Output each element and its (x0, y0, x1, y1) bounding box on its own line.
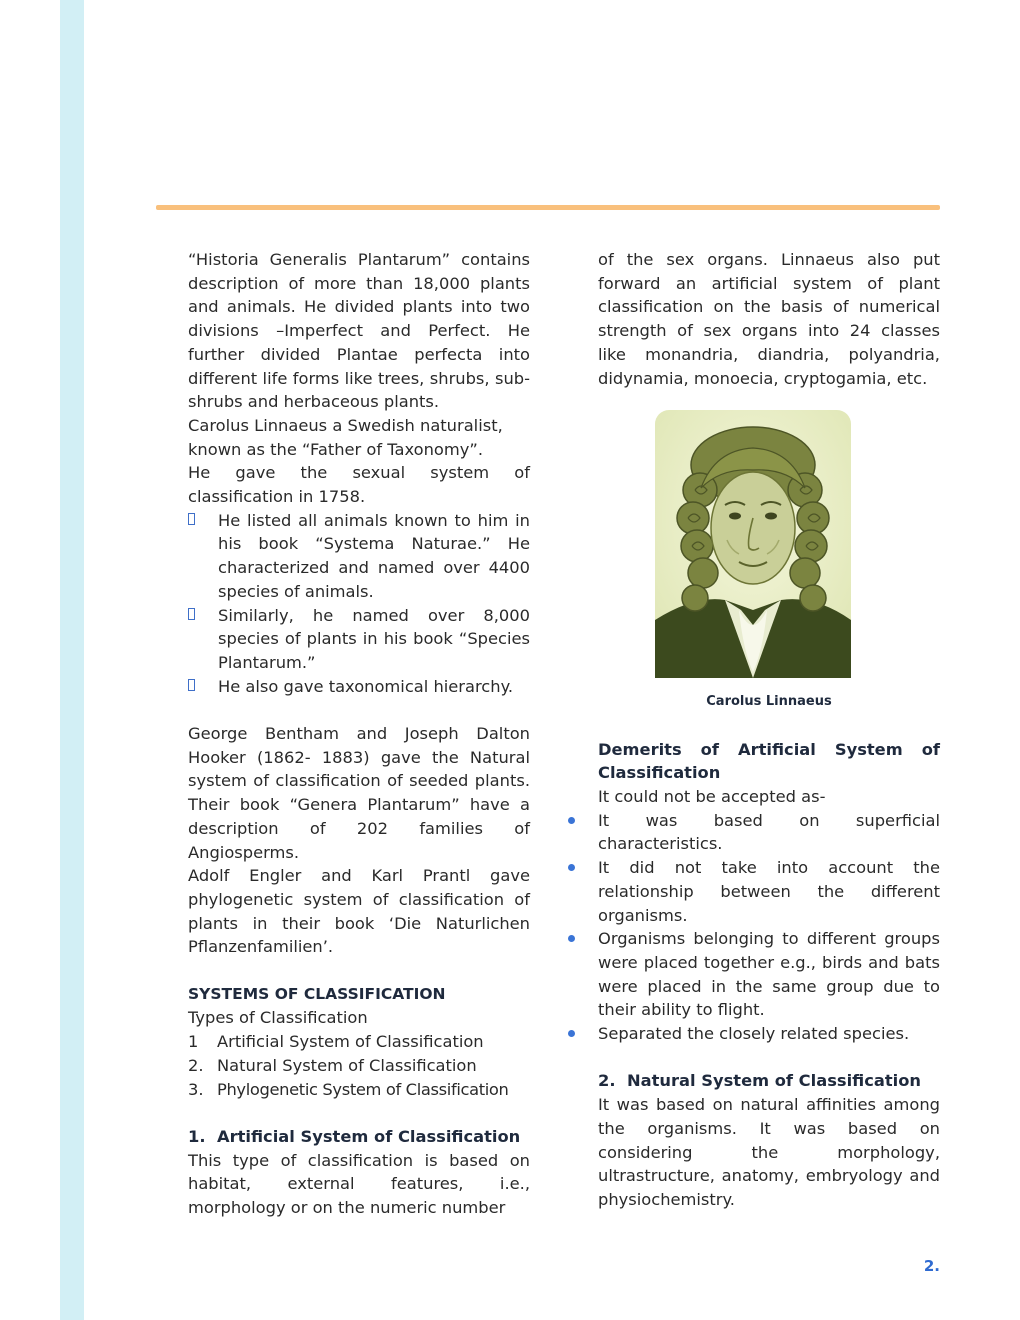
engler-prantl-paragraph: Adolf Engler and Karl Prantl gave phylogenetic system of classification of plants in their book ‘Die Naturlichen Pflanzenfamilien’. (188, 866, 530, 957)
list-item: He also gave taxonomical hierarchy. (188, 675, 530, 699)
square-bullet-icon (188, 679, 195, 691)
sex-organs-paragraph: of the sex organs. Linnaeus also put forward an artificial system of plant classification on the basis of numerical strength of sex organs into 24 classes like monandria, diandria, polyandria, didynamia, monoecia, cryptogamia, etc. (598, 250, 940, 388)
portrait-caption: Carolus Linnaeus (706, 694, 832, 710)
demerits-intro: It could not be accepted as- (598, 787, 826, 807)
sexual-system-paragraph: He gave the sexual system of classification in 1758. (188, 463, 530, 507)
list-item: Similarly, he named over 8,000 species of plants in his book “Species Plantarum.” (188, 604, 530, 675)
systems-heading: SYSTEMS OF CLASSIFICATION (188, 984, 446, 1003)
list-item: 3. Phylogenetic System of Classification (188, 1079, 509, 1099)
square-bullet-icon (188, 608, 195, 620)
page-number: 2. (923, 1257, 940, 1275)
dot-bullet-icon (568, 864, 575, 871)
artificial-paragraph: This type of classification is based on habitat, external features, i.e., morphology or on the numeric number (188, 1150, 530, 1218)
demerits-list (598, 809, 940, 1046)
list-item: It did not take into account the relationship between the different organisms. (598, 856, 940, 927)
list-item: He listed all animals known to him in his book “Systema Naturae.” He characterized and named over 4400 species of animals. (188, 509, 530, 604)
linnaeus-portrait (655, 410, 851, 678)
square-bullet-icon (188, 513, 195, 525)
bentham-hooker-paragraph: George Bentham and Joseph Dalton Hooker (1862- 1883) gave the Natural system of classification of seeded plants. Their book “Genera Plantarum” have a description of 202 families of Angiosperms. (188, 724, 530, 862)
artificial-heading: 1. Artificial System of Classification (188, 1126, 521, 1146)
linnaeus-intro: Carolus Linnaeus a Swedish naturalist, known as the “Father of Taxonomy”. (188, 415, 503, 459)
types-label: Types of Classification (188, 1008, 368, 1028)
dot-bullet-icon (568, 1030, 575, 1037)
natural-heading: 2. Natural System of Classification (598, 1071, 922, 1091)
header-rule (156, 205, 940, 210)
list-item: Separated the closely related species. (598, 1022, 940, 1046)
dot-bullet-icon (568, 935, 575, 942)
types-list (188, 1030, 530, 1101)
demerits-heading: Demerits of Artificial System of Classification (598, 739, 940, 783)
dot-bullet-icon (568, 817, 575, 824)
historia-paragraph: “Historia Generalis Plantarum” contains description of more than 18,000 plants and animals. He divided plants into two divisions –Imperfect and Perfect. He further divided Plantae perfecta into different life forms like trees, shrubs, sub-shrubs and herbaceous plants. (188, 250, 530, 412)
list-item: 1 Artificial System of Classification (188, 1032, 484, 1052)
list-item: It was based on superficial characteristics. (598, 809, 940, 856)
left-column (188, 248, 530, 1220)
side-color-band (60, 0, 84, 1320)
linnaeus-bullets (188, 509, 530, 699)
list-item: Organisms belonging to different groups were placed together e.g., birds and bats were placed in the same group due to their ability to flight. (598, 927, 940, 1022)
list-item: 2. Natural System of Classification (188, 1055, 477, 1075)
natural-paragraph: It was based on natural affinities among the organisms. It was based on considering the morphology, ultrastructure, anatomy, embryology and physiochemistry. (598, 1095, 940, 1209)
portrait-illustration (655, 410, 851, 678)
right-column (598, 248, 940, 1212)
